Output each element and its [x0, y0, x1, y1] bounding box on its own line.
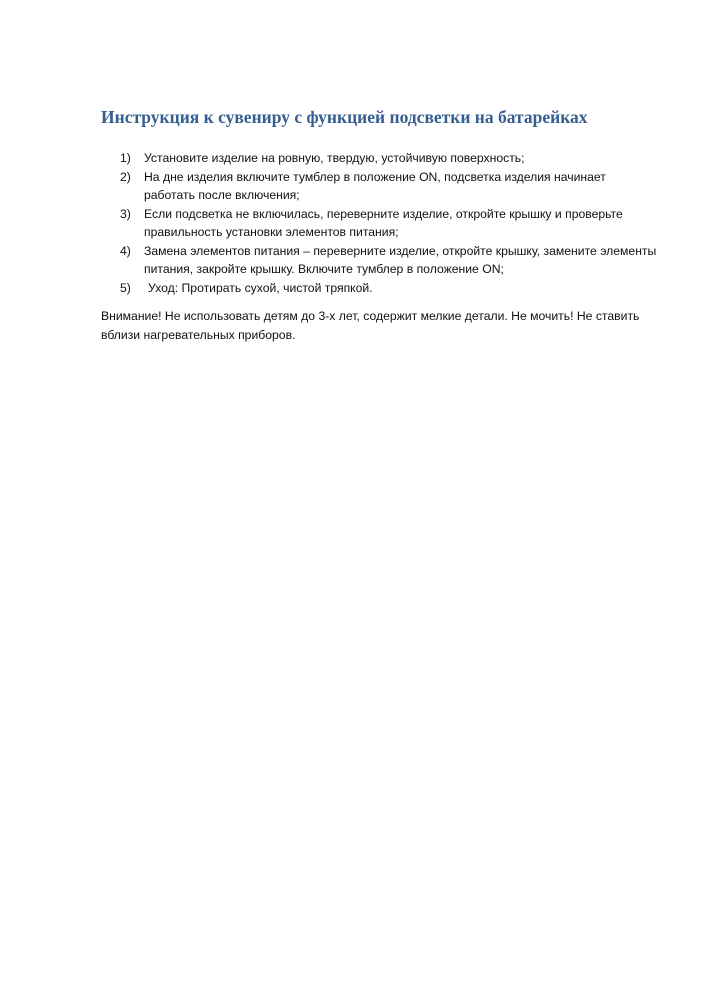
list-item-number: 3) [120, 206, 131, 221]
list-item [120, 279, 660, 298]
list-item-number: 2) [120, 169, 131, 184]
list-item-number: 5) [120, 280, 131, 295]
list-item [120, 242, 660, 279]
list-item-text: Уход: Протирать сухой, чистой тряпкой. [148, 280, 373, 295]
list-item-number: 1) [120, 151, 131, 165]
list-item-text: На дне изделия включите тумблер в положение ON, подсветка изделия начинает работать после включения; [144, 169, 606, 202]
list-item-text: Если подсветка не включилась, переверните изделие, откройте крышку и проверьте правильность установки элементов питания; [144, 206, 623, 239]
document-title: Инструкция к сувениру с функцией подсветки на батарейках [101, 106, 588, 127]
warning-paragraph: Внимание! Не использовать детям до 3-х лет, содержит мелкие детали. Не мочить! Не ставить вблизи нагревательных приборов. [101, 309, 640, 342]
list-item [120, 205, 660, 242]
list-item-number: 4) [120, 243, 131, 258]
instruction-list [120, 149, 660, 297]
list-item-text: Замена элементов питания – переверните изделие, откройте крышку, замените элементы питания, закройте крышку. Включите тумблер в положение ON; [144, 243, 657, 276]
list-item-text: Установите изделие на ровную, твердую, устойчивую поверхность; [144, 151, 525, 165]
list-item [120, 168, 660, 205]
list-item [120, 149, 660, 168]
